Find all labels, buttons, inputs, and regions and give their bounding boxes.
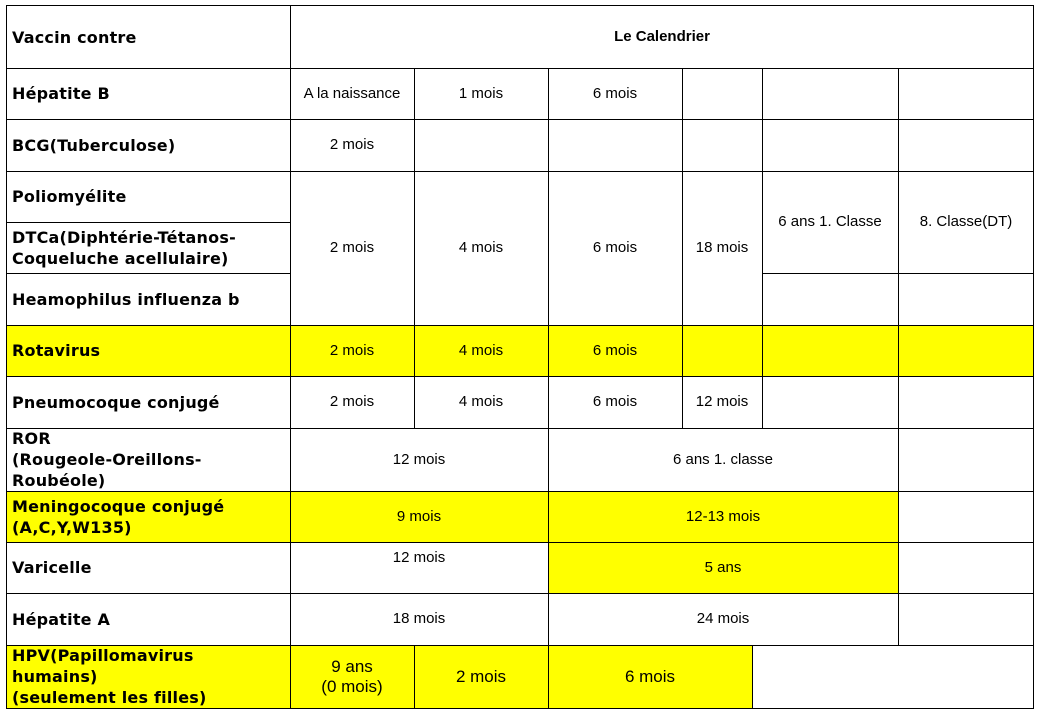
hep-b-dose: 6 mois (592, 84, 638, 102)
ror-dose: 12 mois (392, 450, 446, 468)
pneumo-dose: 12 mois (695, 393, 749, 410)
header-vaccine-label: Vaccin contre (12, 27, 137, 47)
combined-dose: 8. Classe(DT) (919, 213, 1013, 230)
mening-dose: 12-13 mois (685, 507, 761, 525)
ror-dose: 6 ans 1. classe (672, 450, 774, 468)
hep-b-dose: A la naissance (303, 84, 401, 102)
varicelle-dose: 5 ans (548, 542, 898, 593)
row-label-rotavirus: Rotavirus (12, 341, 101, 360)
row-label-hepatite-a: Hépatite A (12, 609, 111, 629)
combined-dose: 4 mois (458, 239, 504, 256)
combined-dose: 2 mois (329, 239, 375, 256)
row-label-hpv: HPV(Papillomavirus humains) (seulement les filles) (6, 645, 752, 708)
combined-dose: 6 ans 1. Classe (778, 213, 882, 230)
pneumo-dose: 6 mois (592, 393, 638, 410)
rotavirus-dose: 6 mois (592, 341, 638, 359)
row-label-dtca: DTCa(Diphtérie-Tétanos- Coqueluche acellulaire) (12, 227, 236, 268)
pneumo-dose: 2 mois (329, 393, 375, 410)
row-label-ror: ROR (Rougeole-Oreillons- Roubéole) (12, 429, 202, 490)
row-label-poliomyelite: Poliomyélite (12, 187, 127, 206)
combined-dose: 6 mois (592, 239, 638, 256)
row-label-haemophilus: Heamophilus influenza b (12, 289, 240, 309)
row-label-hepatite-b: Hépatite B (12, 84, 110, 103)
hep-a-dose: 18 mois (392, 610, 446, 627)
combined-dose: 18 mois (695, 239, 749, 256)
pneumo-dose: 4 mois (458, 393, 504, 410)
varicelle-dose: 12 mois (392, 549, 446, 566)
hpv-dose: 6 mois (624, 666, 676, 686)
rotavirus-dose: 4 mois (458, 341, 504, 359)
hpv-dose: 2 mois (455, 666, 507, 686)
hpv-dose: 9 ans (0 mois) (321, 656, 383, 696)
row-label-pneumocoque: Pneumocoque conjugé (12, 392, 220, 412)
row-label-bcg: BCG(Tuberculose) (12, 135, 176, 155)
mening-dose: 9 mois (396, 507, 442, 525)
bcg-dose: 2 mois (329, 136, 375, 153)
row-label-varicelle: Varicelle (12, 558, 92, 577)
hep-a-dose: 24 mois (696, 610, 750, 627)
rotavirus-dose: 2 mois (329, 341, 375, 359)
hep-b-dose: 1 mois (458, 84, 504, 102)
row-label-meningocoque: Meningocoque conjugé (A,C,Y,W135) (6, 491, 898, 542)
header-calendar-title: Le Calendrier (614, 28, 710, 45)
